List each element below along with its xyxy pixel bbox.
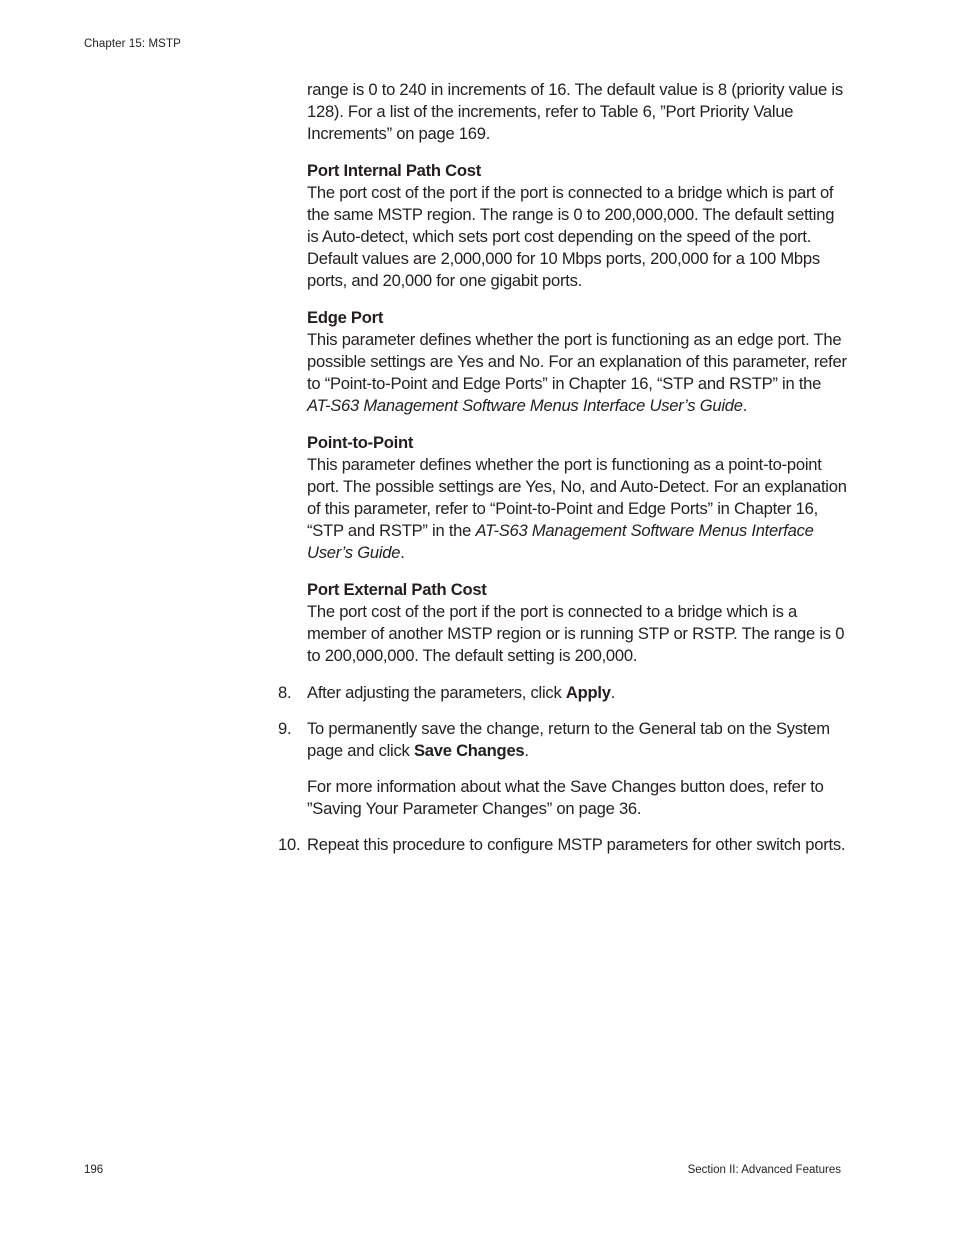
param-description [307, 454, 847, 564]
footer-section-title: Section II: Advanced Features [687, 1164, 841, 1176]
step-text-start: After adjusting the parameters, click [307, 683, 566, 702]
step-10 [278, 834, 847, 856]
param-point-to-point [307, 432, 847, 564]
guide-title: AT-S63 Management Software Menus Interface User’s Guide [307, 521, 814, 562]
param-description-text: This parameter defines whether the port is functioning as a point-to-point port. The possible settings are Yes, No, and Auto-Detect. For an explanation of this parameter, refer to “Point-to-Point and Edge Ports” in Chapter 16, “STP and RSTP” in the [307, 455, 847, 540]
step-text [307, 682, 847, 704]
param-term: Edge Port [307, 308, 384, 327]
step-text-end: . [610, 683, 616, 702]
main-content [278, 79, 847, 870]
step-8 [278, 682, 847, 704]
step-note: For more information about what the Save Changes button does, refer to ”Saving Your Parameter Changes” on page 36. [307, 777, 824, 818]
step-text: Repeat this procedure to configure MSTP parameters for other switch ports. [307, 835, 846, 854]
guide-title: AT-S63 Management Software Menus Interface User’s Guide [307, 396, 743, 415]
step-number: 8. [278, 683, 292, 702]
step-9 [278, 718, 847, 820]
param-description-text: This parameter defines whether the port is functioning as an edge port. The possible settings are Yes and No. For an explanation of this parameter, refer to “Point-to-Point and Edge Ports” in Chapter 16, “STP and RSTP” in the [307, 330, 847, 393]
param-term: Port External Path Cost [307, 580, 487, 599]
save-changes-button-reference: Save Changes [413, 741, 525, 760]
param-description-end: . [400, 543, 405, 562]
param-description [307, 329, 847, 417]
apply-button-reference: Apply [565, 683, 611, 702]
param-port-internal-path-cost [307, 160, 847, 292]
intro-text: range is 0 to 240 in increments of 16. The default value is 8 (priority value is 128). For a list of the increments, refer to Table 6, ”Port Priority Value Increments” on page 169. [307, 80, 843, 143]
param-description: The port cost of the port if the port is connected to a bridge which is a member of another MSTP region or is running STP or RSTP. The range is 0 to 200,000,000. The default setting is 200,000. [307, 602, 845, 665]
param-port-external-path-cost [307, 579, 847, 667]
footer-page-number: 196 [84, 1164, 104, 1176]
step-number: 9. [278, 719, 292, 738]
param-term: Port Internal Path Cost [307, 161, 482, 180]
running-header-chapter: Chapter 15: MSTP [84, 38, 181, 50]
step-number: 10. [278, 835, 301, 854]
step-text [307, 718, 847, 762]
step-text-end: . [524, 741, 529, 760]
param-term: Point-to-Point [307, 433, 414, 452]
param-edge-port [307, 307, 847, 417]
param-description-end: . [742, 396, 748, 415]
param-description: The port cost of the port if the port is connected to a bridge which is part of the same MSTP region. The range is 0 to 200,000,000. The default setting is Auto-detect, which sets port cost depending on the speed of the port. Default values are 2,000,000 for 10 Mbps ports, 200,000 for a 100 Mbps ports, and 20,000 for one gigabit ports. [307, 183, 835, 290]
intro-paragraph [307, 79, 847, 145]
step-text-start: To permanently save the change, return to the General tab on the System page and click [307, 719, 830, 760]
